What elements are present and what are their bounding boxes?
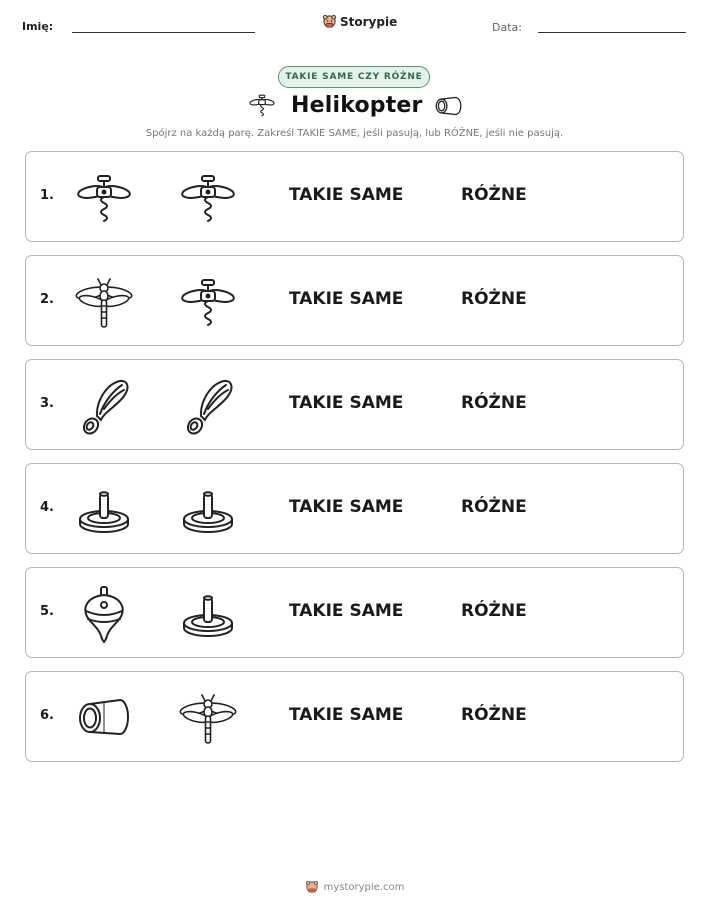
maple-seed-icon [74, 376, 134, 436]
date-label: Data: [492, 21, 522, 34]
maple-seed-icon [178, 376, 238, 436]
exercise-row [25, 671, 684, 762]
row-number: 6. [40, 708, 54, 723]
option-same[interactable]: TAKIE SAME [289, 497, 404, 517]
name-label: Imię: [22, 20, 54, 33]
option-different[interactable]: RÓŻNE [461, 497, 527, 517]
row-number: 2. [40, 292, 54, 307]
brand-logo [322, 14, 397, 29]
exercise-row [25, 567, 684, 658]
option-different[interactable]: RÓŻNE [461, 705, 527, 725]
rotor-disc-icon [178, 584, 238, 644]
cylinder-tube-icon [74, 688, 134, 748]
footer [0, 880, 709, 894]
option-same[interactable]: TAKIE SAME [289, 601, 404, 621]
row-number: 5. [40, 604, 54, 619]
propeller-toy-icon [178, 272, 238, 332]
exercise-row [25, 255, 684, 346]
propeller-toy-icon [178, 168, 238, 228]
footer-url: mystorypie.com [323, 881, 405, 893]
option-different[interactable]: RÓŻNE [461, 289, 527, 309]
option-different[interactable]: RÓŻNE [461, 601, 527, 621]
dragonfly-icon [74, 272, 134, 332]
exercise-row [25, 359, 684, 450]
exercise-row [25, 463, 684, 554]
row-number: 1. [40, 188, 54, 203]
option-different[interactable]: RÓŻNE [461, 393, 527, 413]
storypie-mascot-icon [305, 880, 319, 894]
row-number: 3. [40, 396, 54, 411]
exercise-row [25, 151, 684, 242]
option-same[interactable]: TAKIE SAME [289, 705, 404, 725]
storypie-mascot-icon [322, 14, 337, 29]
title-left-icon [248, 91, 276, 123]
rotor-disc-icon [74, 480, 134, 540]
page-title: Helikopter [291, 93, 423, 118]
spinning-top-icon [74, 584, 134, 644]
option-different[interactable]: RÓŻNE [461, 185, 527, 205]
option-same[interactable]: TAKIE SAME [289, 393, 404, 413]
option-same[interactable]: TAKIE SAME [289, 185, 404, 205]
name-field[interactable] [72, 32, 255, 33]
title-right-icon [432, 92, 464, 124]
row-number: 4. [40, 500, 54, 515]
rotor-disc-icon [178, 480, 238, 540]
brand-name: Storypie [340, 14, 398, 29]
dragonfly-icon [178, 688, 238, 748]
option-same[interactable]: TAKIE SAME [289, 289, 404, 309]
instructions: Spójrz na każdą parę. Zakreśl TAKIE SAME, jeśli pasują, lub RÓŻNE, jeśli nie pasują. [145, 128, 564, 139]
propeller-toy-icon [74, 168, 134, 228]
worksheet-type-badge: TAKIE SAME CZY RÓŻNE [278, 66, 430, 88]
date-field[interactable] [538, 32, 686, 33]
